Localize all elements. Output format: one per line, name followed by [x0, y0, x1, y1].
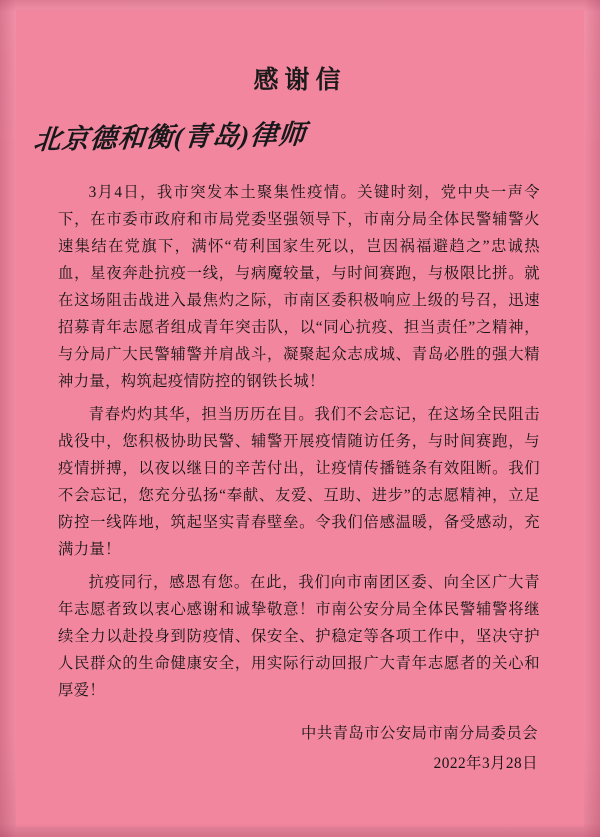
- page-title: 感谢信: [253, 67, 347, 94]
- paragraph: 抗疫同行，感恩有您。在此，我们向市南团区委、向全区广大青年志愿者致以衷心感谢和诚挚敬意！市南公安分局全体民警辅警将继续全力以赴投身到防疫情、保安全、护稳定等各项工作中，坚决守护人民群众的生命健康安全，用实际行动回报广大青年志愿者的关心和厚爱！: [58, 574, 540, 699]
- page-edge-shadow-left: [0, 0, 16, 837]
- letter-sheet: [16, 10, 584, 827]
- signature-block: [16, 720, 584, 778]
- paragraph: 3月4日，我市突发本土聚集性疫情。关键时刻，党中央一声令下，在市委市政府和市局党委坚强领导下，市南分局全体民警辅警火速集结在党旗下，满怀“苟利国家生死以，岂因祸福避趋之”忠诚热血，星夜奔赴抗疫一线，与病魔较量，与时间赛跑，与极限比拼。就在这场阻击战进入最焦灼之际，市南区委积极响应上级的号召，迅速招募青年志愿者组成青年突击队，以“同心抗疫、担当责任”之精神，与分局广大民警辅警并肩战斗，凝聚起众志成城、青岛必胜的强大精神力量，构筑起疫情防控的钢铁长城！: [58, 184, 540, 390]
- salutation-handwriting: 北京德和衡(青岛)律师: [32, 119, 308, 155]
- paragraph: 青春灼灼其华，担当历历在目。我们不会忘记，在这场全民阻击战役中，您积极协助民警、辅警开展疫情随访任务，与时间赛跑，与疫情拼搏，以夜以继日的辛苦付出，让疫情传播链条有效阻断。我们不会忘记，您充分弘扬“奉献、友爱、互助、进步”的志愿精神，立足防控一线阵地，筑起坚实青春壁垒。令我们倍感温暖，备受感动，充满力量！: [58, 406, 540, 558]
- signature-date: 2022年3月28日: [433, 755, 538, 772]
- letter-body: [16, 179, 584, 704]
- page-edge-shadow-right: [584, 0, 600, 837]
- signature-organization: 中共青岛市公安局市南分局委员会: [301, 725, 538, 742]
